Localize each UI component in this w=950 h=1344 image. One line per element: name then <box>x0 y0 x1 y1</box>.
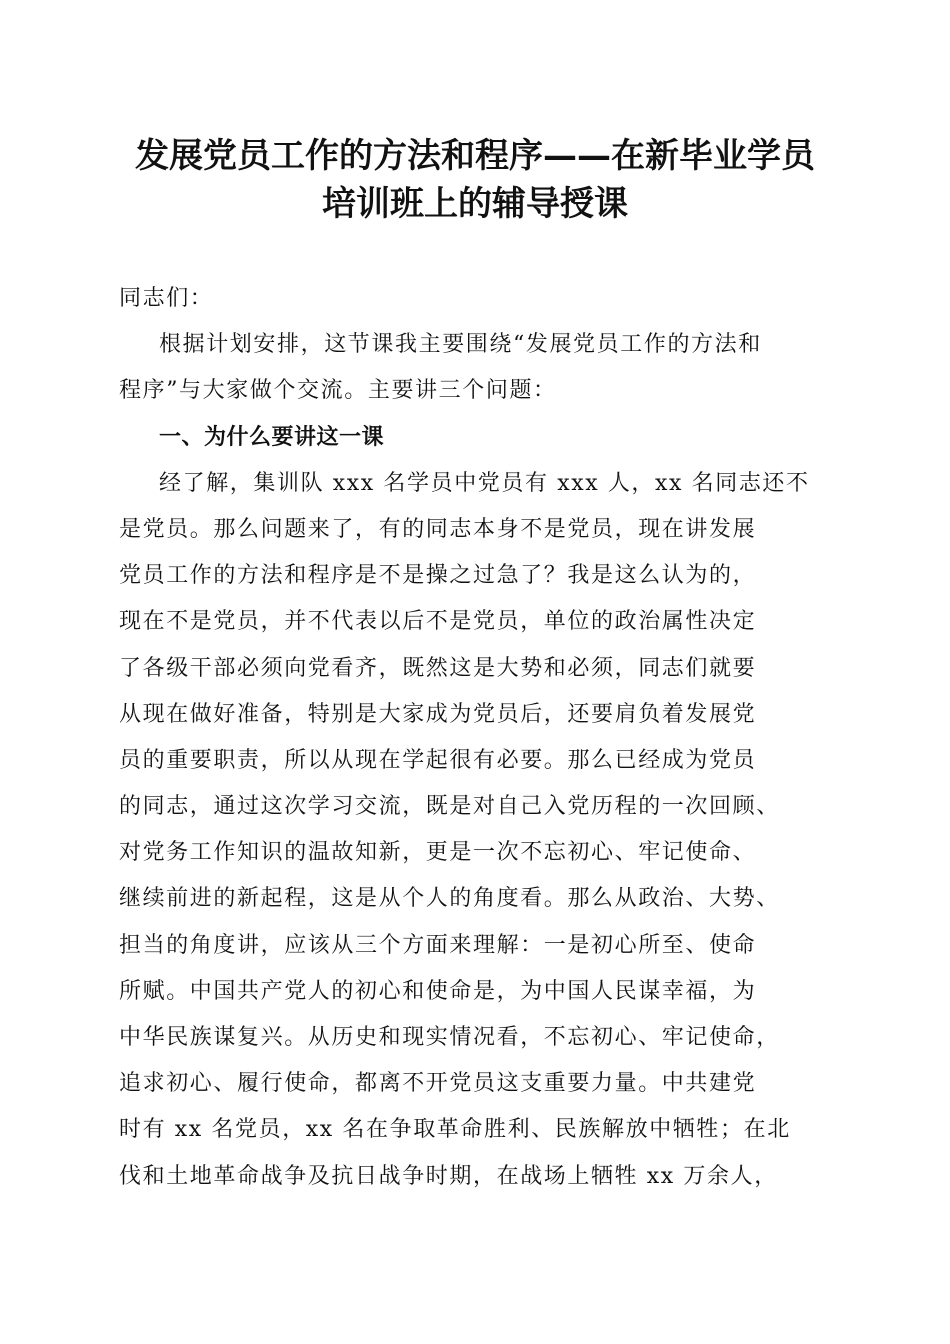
body-line: 时有 xx 名党员，xx 名在争取革命胜利、民族解放中牺牲；在北 <box>119 1117 791 1143</box>
body-line: 的同志，通过这次学习交流，既是对自己入党历程的一次回顾、 <box>119 794 780 820</box>
intro-line: 根据计划安排，这节课我主要围绕“发展党员工作的方法和 <box>159 332 762 358</box>
body-line: 中华民族谋复兴。从历史和现实情况看，不忘初心、牢记使命， <box>119 1025 780 1050</box>
body-line: 了各级干部必须向党看齐，既然这是大势和必须，同志们就要 <box>119 655 757 681</box>
salutation: 同志们： <box>119 286 214 311</box>
document-title <box>110 132 840 228</box>
body-line: 从现在做好准备，特别是大家成为党员后，还要肩负着发展党 <box>119 701 757 727</box>
body-line: 伐和土地革命战争及抗日战争时期，在战场上牺牲 xx 万余人， <box>119 1163 778 1189</box>
body-line: 所赋。中国共产党人的初心和使命是，为中国人民谋幸福，为 <box>119 978 757 1004</box>
body-line: 担当的角度讲，应该从三个方面来理解：一是初心所至、使命 <box>119 932 757 958</box>
body-line: 对党务工作知识的温故知新，更是一次不忘初心、牢记使命、 <box>119 840 757 866</box>
section-heading: 一、为什么要讲这一课 <box>159 424 385 450</box>
body-line: 党员工作的方法和程序是不是操之过急了？我是这么认为的， <box>119 563 757 589</box>
title-line-1: 发展党员工作的方法和程序——在新毕业学员 <box>135 136 815 176</box>
body-line: 追求初心、履行使命，都离不开党员这支重要力量。中共建党 <box>119 1071 757 1097</box>
body-line: 是党员。那么问题来了，有的同志本身不是党员，现在讲发展 <box>119 516 757 542</box>
body-line: 经了解，集训队 xxx 名学员中党员有 xxx 人，xx 名同志还不 <box>159 470 810 496</box>
body-line: 现在不是党员，并不代表以后不是党员，单位的政治属性决定 <box>119 609 757 635</box>
title-line-2: 培训班上的辅导授课 <box>322 184 628 224</box>
body-line: 继续前进的新起程，这是从个人的角度看。那么从政治、大势、 <box>119 886 780 912</box>
body-line: 员的重要职责，所以从现在学起很有必要。那么已经成为党员 <box>119 747 757 773</box>
intro-line: 程序”与大家做个交流。主要讲三个问题： <box>119 378 557 404</box>
document-body <box>119 276 839 1200</box>
